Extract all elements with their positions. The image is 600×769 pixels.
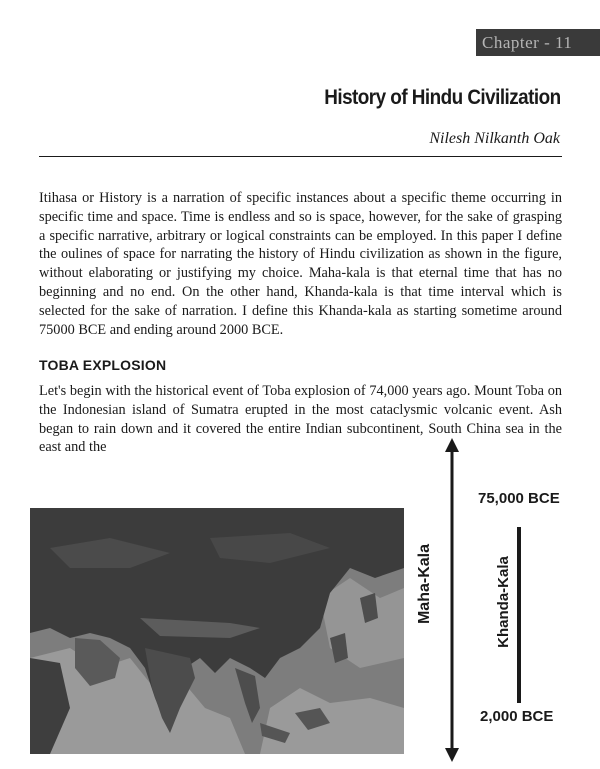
maha-kala-double-arrow [445, 438, 459, 762]
maha-kala-label: Maha-Kala [416, 543, 433, 625]
section-heading: TOBA EXPLOSION [39, 357, 167, 373]
khanda-kala-bar [517, 527, 521, 703]
end-date-label: 2,000 BCE [480, 708, 554, 725]
author-name: Nilesh Nilkanth Oak [429, 130, 560, 147]
chapter-tab-label: Chapter - 11 [482, 33, 573, 52]
header-rule [39, 156, 562, 157]
toba-paragraph: Let's begin with the historical event of Toba explosion of 74,000 years ago. Mount Toba on the Indonesian island of Sumatra erupted in the most cataclysmic volcanic event. Ash began to rain down and it covered the entire Indian subcontinent, South China sea in the east and the [39, 383, 562, 456]
khanda-kala-label: Khanda-Kala [495, 556, 512, 648]
chapter-tab [476, 29, 600, 56]
start-date-label: 75,000 BCE [478, 490, 560, 507]
intro-paragraph: Itihasa or History is a narration of specific instances about a specific theme occurring in specific time and space. Time is endless and so is space, however, for the sake of grasping a specific narrative, arbitrary or logical constraints can be employed. In this paper I define the oulines of space for narrating the history of Hindu civilization as shown in the figure, without elaborating or justifying my choice. Maha-kala is that eternal time that has no beginning and no end. On the other hand, Khanda-kala is that time interval which is selected for the sake of narration. I define this Khanda-kala as starting sometime around 75000 BCE and ending around 2000 BCE. [39, 190, 562, 338]
asia-map-image [30, 508, 404, 754]
page-title: History of Hindu Civilization [324, 86, 561, 109]
